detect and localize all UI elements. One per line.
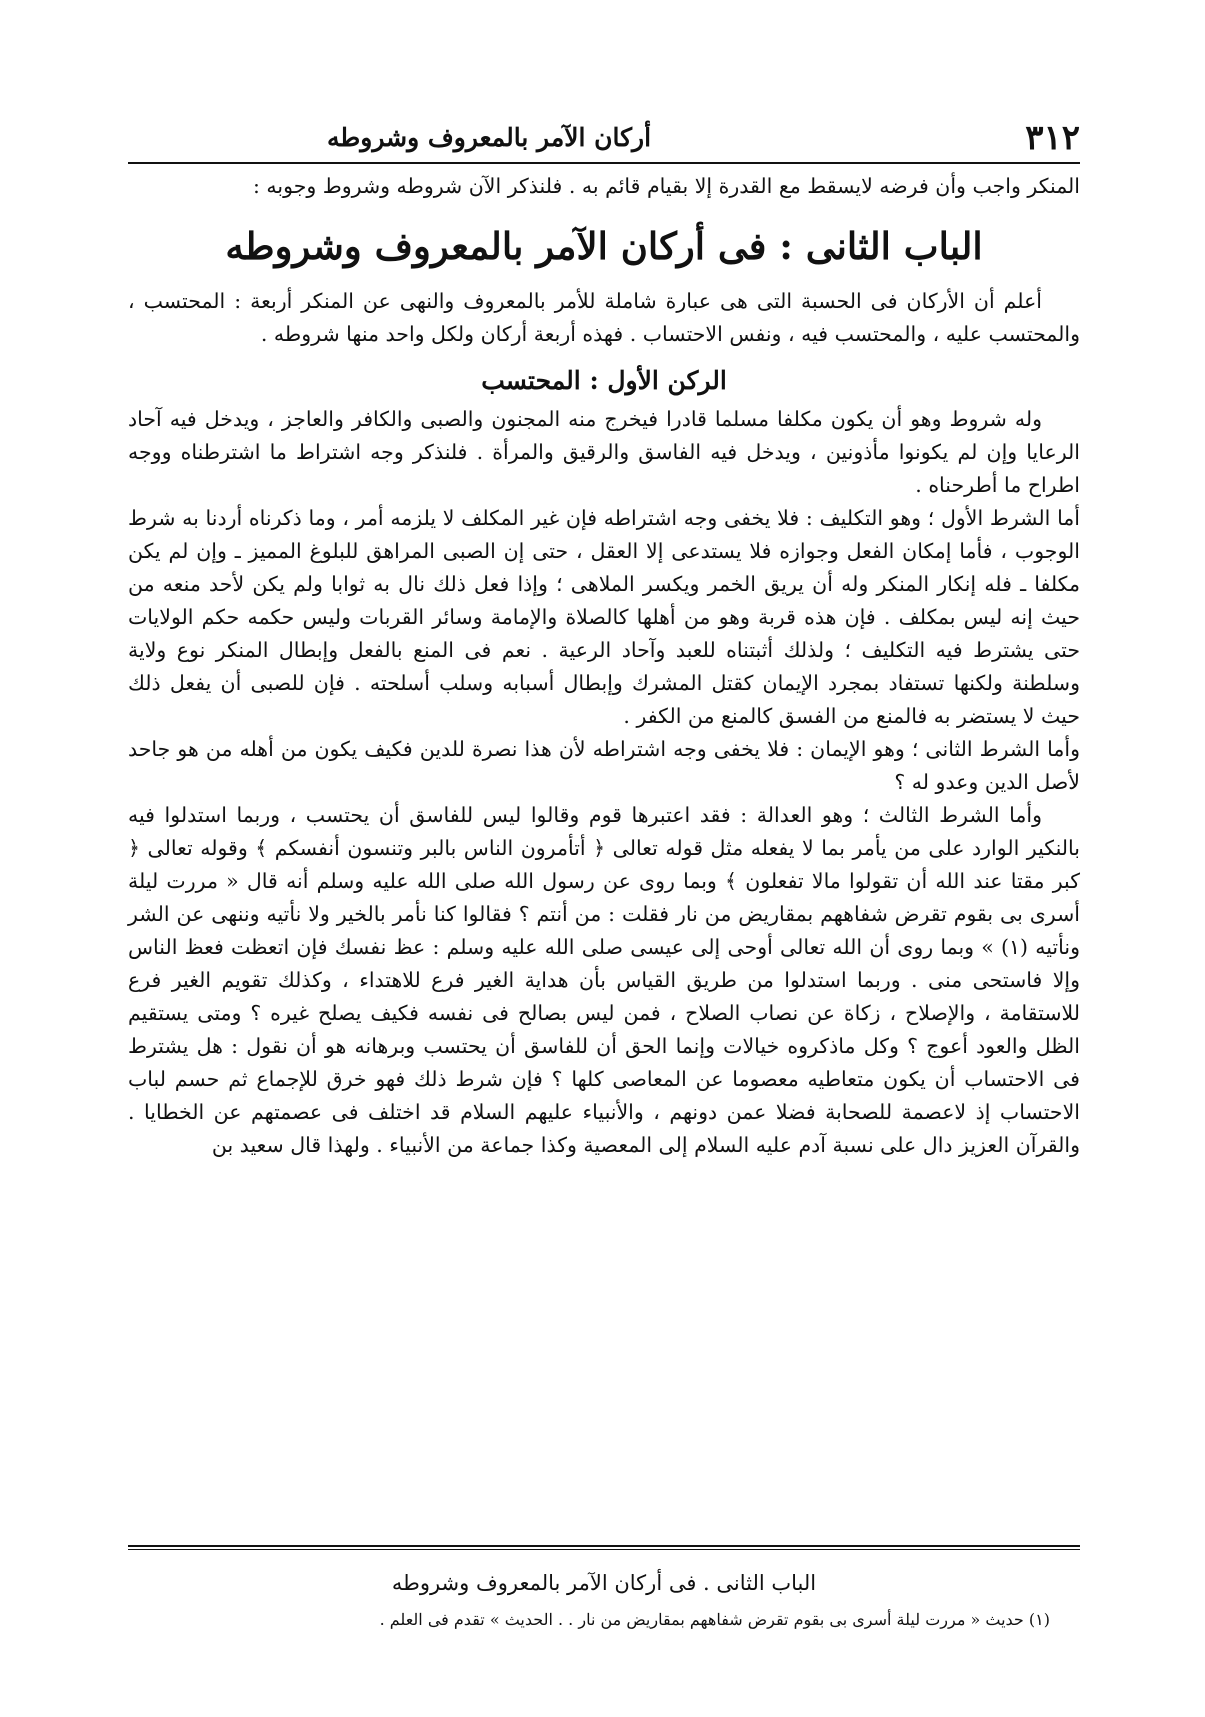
paragraph-first-condition: أما الشرط الأول ؛ وهو التكليف : فلا يخفى وجه اشتراطه فإن غير المكلف لا يلزمه أمر ، وما ذكرناه أردنا به شرط الوجوب ، فأما إمكان الفعل وجوازه فلا يستدعى إلا العقل ، حتى إن الصبى المراهق للبلوغ المميز ـ وإن لم يكن مكلفا ـ فله إنكار المنكر وله أن يريق الخمر ويكسر الملاهى ؛ وإذا فعل ذلك نال به ثوابا ولم يكن لأحد منعه من حيث إنه ليس بمكلف . فإن هذه قربة وهو من أهلها كالصلاة والإمامة وسائر القربات وليس حكمه حكم الولايات حتى يشترط فيه التكليف ؛ ولذلك أثبتناه للعبد وآحاد الرعية . نعم فى المنع بالفعل وإبطال المنكر نوع ولاية وسلطنة ولكنها تستفاد بمجرد الإيمان كقتل المشرك وإبطال أسبابه وسلب أسلحته . فإن للصبى أن يفعل ذلك حيث لا يستضر به فالمنع من الفسق كالمنع من الكفر . [128,506,1080,728]
paragraph-second-condition: وأما الشرط الثانى ؛ وهو الإيمان : فلا يخفى وجه اشتراطه لأن هذا نصرة للدين فكيف يكون من أهله من هو جاحد لأصل الدين وعدو له ؟ [128,737,1080,794]
header-rule [128,162,1080,164]
paragraph-third-condition: وأما الشرط الثالث ؛ وهو العدالة : فقد اعتبرها قوم وقالوا ليس للفاسق أن يحتسب ، وربما استدلوا فيه بالنكير الوارد على من يأمر بما لا يفعله مثل قوله تعالى ﴿ أتأمرون الناس بالبر وتنسون أنفسكم ﴾ وقوله تعالى ﴿ كبر مقتا عند الله أن تقولوا مالا تفعلون ﴾ وبما روى عن رسول الله صلى الله عليه وسلم أنه قال « مررت ليلة أسرى بى بقوم تقرض شفاههم بمقاريض من نار فقلت : من أنتم ؟ فقالوا كنا نأمر بالخير ولا نأتيه وننهى عن الشر ونأتيه (١) » وبما روى أن الله تعالى أوحى إلى عيسى صلى الله عليه وسلم : عظ نفسك فإن اتعظت فعظ الناس وإلا فاستحى منى . وربما استدلوا من طريق القياس بأن هداية الغير فرع للاهتداء ، وكذلك تقويم الغير فرع للاستقامة ، والإصلاح ، زكاة عن نصاب الصلاح ، فمن ليس بصالح فى نفسه فكيف يصلح غيره ؟ ومتى يستقيم الظل والعود أعوج ؟ وكل ماذكروه خيالات وإنما الحق أن للفاسق أن يحتسب وبرهانه هو أن نقول : هل يشترط فى الاحتساب أن يكون متعاطيه معصوما عن المعاصى كلها ؟ فإن شرط ذلك فهو خرق للإجماع ثم حسم لباب الاحتساب إذ لاعصمة للصحابة فضلا عمن دونهم ، والأنبياء عليهم السلام قد اختلف فى عصمتهم عن الخطايا . والقرآن العزيز دال على نسبة آدم عليه السلام إلى المعصية وكذا جماعة من الأنبياء . ولهذا قال سعيد بن [128,803,1080,1157]
paragraph-conditions: وله شروط وهو أن يكون مكلفا مسلما قادرا فيخرج منه المجنون والصبى والكافر والعاجز ، ويدخل فيه آحاد الرعايا وإن لم يكونوا مأذونين ، ويدخل فيه الفاسق والرقيق والمرأة . فلنذكر وجه اشتراط ما اشترطناه ووجه اطراح ما أطرحناه . [128,407,1080,497]
section-title-first-pillar: الركن الأول : المحتسب [481,366,727,395]
page-number: ٣١٢ [1025,118,1080,158]
page-header [128,118,1080,158]
page-footer [128,1566,1080,1640]
paragraph-pillars: أعلم أن الأركان فى الحسبة التى هى عبارة شاملة للأمر بالمعروف والنهى عن المنكر أربعة : المحتسب ، والمحتسب عليه ، والمحتسب فيه ، ونفس الاحتساب . فهذه أربعة أركان ولكل واحد منها شروطه . [128,289,1080,346]
footer-rule [128,1545,1080,1547]
intro-line: المنكر واجب وأن فرضه لايسقط مع القدرة إلا بقيام قائم به . فلنذكر الآن شروطه وشروط وجوبه : [252,174,1080,198]
footer-chapter-reference: الباب الثانى . فى أركان الآمر بالمعروف وشروطه [391,1571,817,1595]
running-title: أركان الآمر بالمعروف وشروطه [326,123,652,152]
body-text [128,170,1080,1162]
footnote: (١) حديث « مررت ليلة أسرى بى بقوم تقرض شفاههم بمقاريض من نار . . الحديث » تقدم فى العلم . [379,1610,1050,1629]
footer-rule-thin [128,1549,1080,1550]
chapter-title: الباب الثانى : فى أركان الآمر بالمعروف وشروطه [225,224,983,268]
